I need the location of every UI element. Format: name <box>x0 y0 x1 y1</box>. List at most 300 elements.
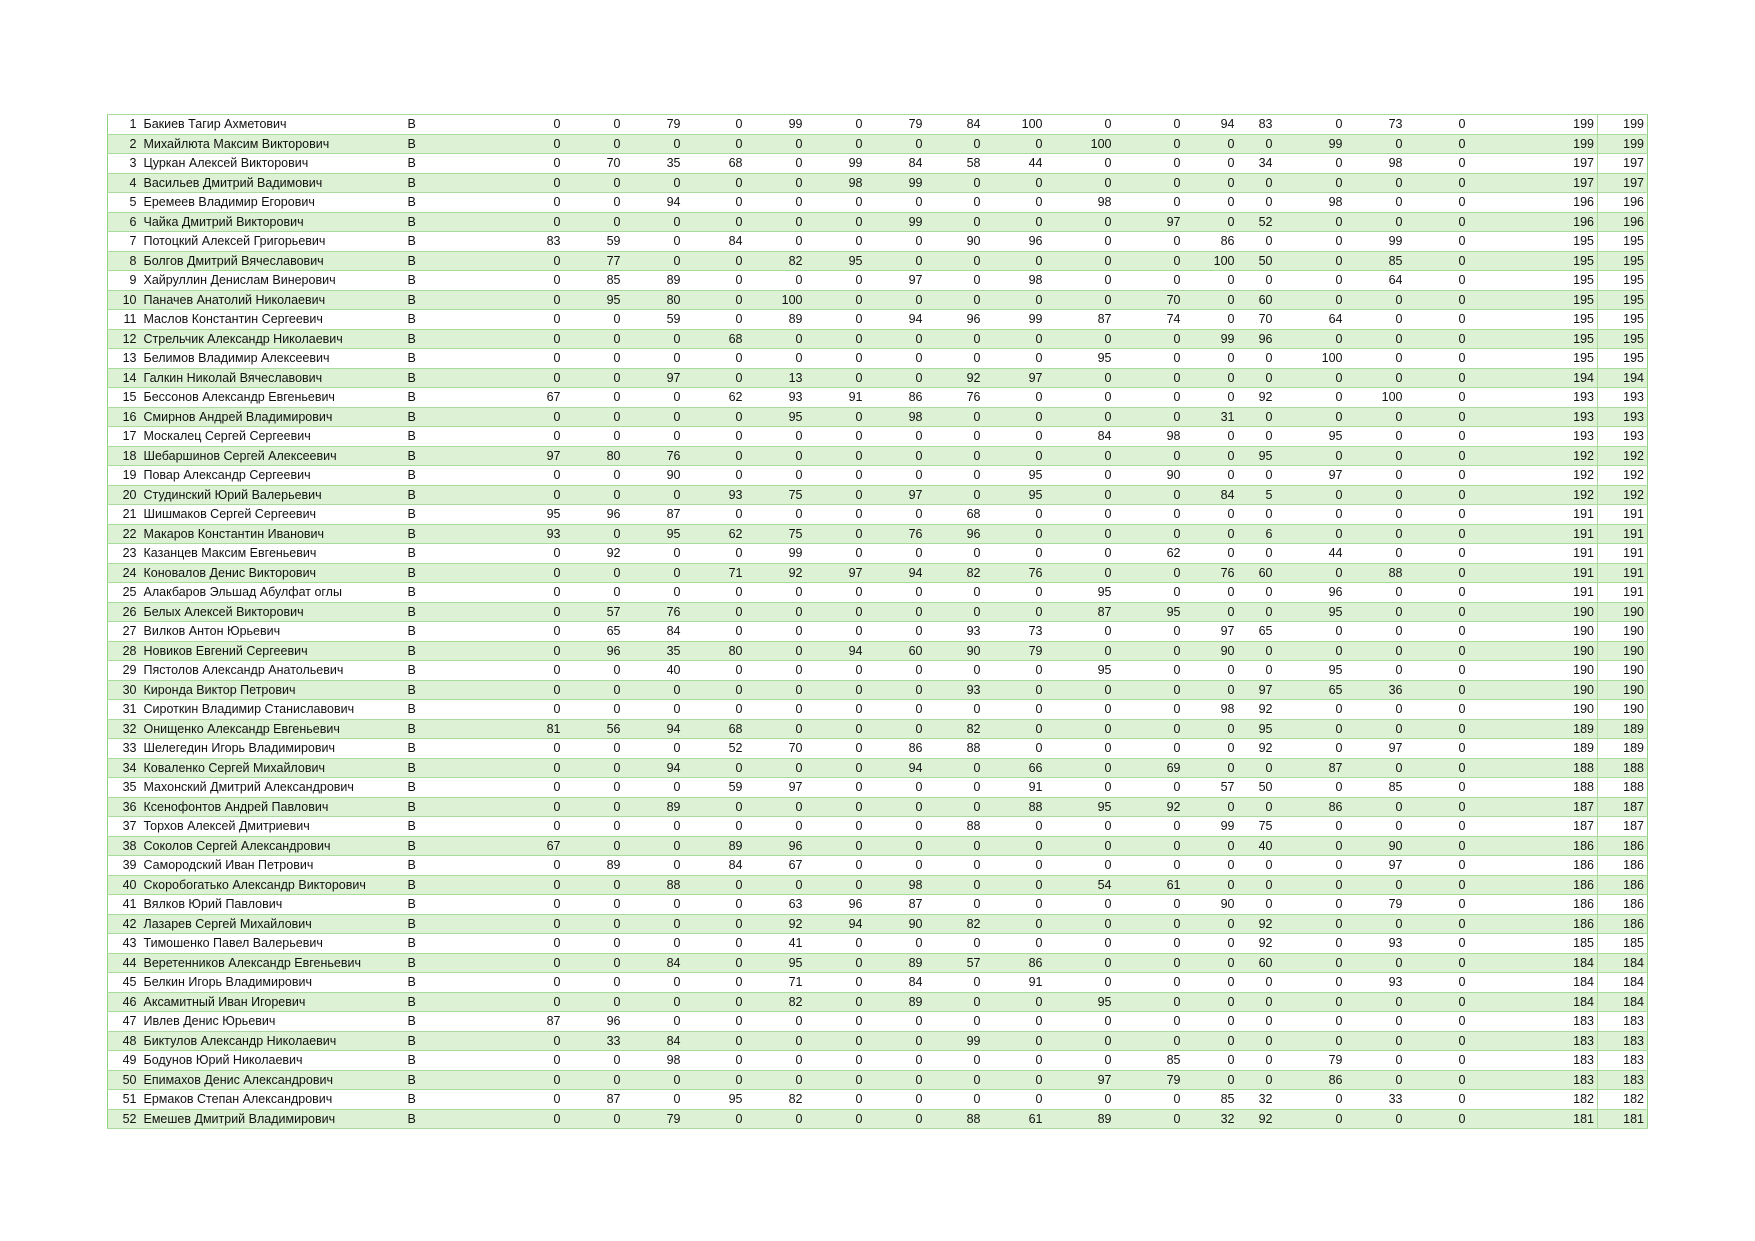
score-cell: 94 <box>806 914 866 934</box>
score-cell: 0 <box>1238 992 1276 1012</box>
class-cell: В <box>404 680 504 700</box>
score-cell: 62 <box>684 524 746 544</box>
class-cell: В <box>404 310 504 330</box>
score-cell: 0 <box>1276 973 1346 993</box>
score-cell: 32 <box>1238 1090 1276 1110</box>
score-cell: 0 <box>1115 505 1184 525</box>
score-cell: 0 <box>564 973 624 993</box>
score-cell: 36 <box>1346 680 1406 700</box>
score-cell: 0 <box>624 407 684 427</box>
score-cell: 13 <box>746 368 806 388</box>
score-cell: 85 <box>564 271 624 291</box>
score-cell: 97 <box>1115 212 1184 232</box>
score-cell: 0 <box>746 758 806 778</box>
score-cell: 0 <box>1184 524 1238 544</box>
class-cell: В <box>404 349 504 369</box>
score-cell: 67 <box>504 836 564 856</box>
score-cell: 0 <box>1115 680 1184 700</box>
final-total-cell: 197 <box>1598 154 1648 174</box>
score-cell: 0 <box>1115 271 1184 291</box>
total-cell: 183 <box>1469 1051 1598 1071</box>
score-cell: 0 <box>1406 758 1469 778</box>
score-cell: 76 <box>866 524 926 544</box>
score-cell: 0 <box>624 427 684 447</box>
rank-cell: 24 <box>108 563 140 583</box>
class-cell: В <box>404 1109 504 1129</box>
score-cell: 0 <box>684 953 746 973</box>
score-cell: 94 <box>866 310 926 330</box>
final-total-cell: 191 <box>1598 563 1648 583</box>
score-cell: 0 <box>1276 778 1346 798</box>
name-cell: Казанцев Максим Евгеньевич <box>140 544 404 564</box>
score-cell: 0 <box>1346 817 1406 837</box>
score-cell: 0 <box>926 349 984 369</box>
table-row <box>108 973 1648 993</box>
class-cell: В <box>404 212 504 232</box>
score-cell: 0 <box>1406 290 1469 310</box>
score-cell: 82 <box>926 563 984 583</box>
score-cell: 0 <box>806 1031 866 1051</box>
table-row <box>108 1051 1648 1071</box>
score-cell: 0 <box>504 193 564 213</box>
name-cell: Соколов Сергей Александрович <box>140 836 404 856</box>
score-cell: 0 <box>746 427 806 447</box>
score-cell: 0 <box>1276 739 1346 759</box>
score-cell: 94 <box>624 719 684 739</box>
score-cell: 82 <box>926 914 984 934</box>
score-cell: 0 <box>624 251 684 271</box>
total-cell: 189 <box>1469 739 1598 759</box>
score-cell: 95 <box>806 251 866 271</box>
total-cell: 191 <box>1469 505 1598 525</box>
score-cell: 0 <box>624 1070 684 1090</box>
score-cell: 0 <box>504 485 564 505</box>
score-cell: 0 <box>1046 407 1115 427</box>
score-cell: 89 <box>564 856 624 876</box>
name-cell: Смирнов Андрей Владимирович <box>140 407 404 427</box>
score-cell: 95 <box>1276 661 1346 681</box>
score-cell: 87 <box>1276 758 1346 778</box>
score-cell: 0 <box>984 1031 1046 1051</box>
score-cell: 0 <box>1276 817 1346 837</box>
total-cell: 184 <box>1469 973 1598 993</box>
score-cell: 100 <box>1184 251 1238 271</box>
score-cell: 90 <box>866 914 926 934</box>
score-cell: 0 <box>1406 407 1469 427</box>
final-total-cell: 188 <box>1598 758 1648 778</box>
class-cell: В <box>404 134 504 154</box>
final-total-cell: 187 <box>1598 817 1648 837</box>
score-cell: 0 <box>1406 661 1469 681</box>
score-cell: 0 <box>984 680 1046 700</box>
score-cell: 0 <box>1406 973 1469 993</box>
score-cell: 0 <box>1046 368 1115 388</box>
class-cell: В <box>404 193 504 213</box>
rank-cell: 17 <box>108 427 140 447</box>
name-cell: Махонский Дмитрий Александрович <box>140 778 404 798</box>
score-cell: 0 <box>746 154 806 174</box>
score-cell: 0 <box>926 661 984 681</box>
score-cell: 0 <box>1276 953 1346 973</box>
score-cell: 0 <box>684 505 746 525</box>
score-cell: 0 <box>1115 895 1184 915</box>
score-cell: 0 <box>1184 1012 1238 1032</box>
score-cell: 0 <box>1238 466 1276 486</box>
name-cell: Онищенко Александр Евгеньевич <box>140 719 404 739</box>
score-cell: 0 <box>1046 856 1115 876</box>
score-cell: 0 <box>926 407 984 427</box>
score-cell: 0 <box>806 622 866 642</box>
score-cell: 82 <box>926 719 984 739</box>
score-cell: 0 <box>806 934 866 954</box>
score-cell: 0 <box>1184 661 1238 681</box>
score-cell: 0 <box>1346 212 1406 232</box>
score-cell: 0 <box>1046 739 1115 759</box>
score-cell: 93 <box>1346 934 1406 954</box>
final-total-cell: 189 <box>1598 739 1648 759</box>
score-cell: 33 <box>564 1031 624 1051</box>
score-cell: 0 <box>926 329 984 349</box>
table-row <box>108 290 1648 310</box>
rank-cell: 2 <box>108 134 140 154</box>
score-cell: 89 <box>624 271 684 291</box>
score-cell: 0 <box>1184 1070 1238 1090</box>
total-cell: 191 <box>1469 524 1598 544</box>
score-cell: 73 <box>1346 115 1406 135</box>
total-cell: 190 <box>1469 661 1598 681</box>
score-cell: 0 <box>866 544 926 564</box>
score-cell: 0 <box>1184 1051 1238 1071</box>
name-cell: Биктулов Александр Николаевич <box>140 1031 404 1051</box>
score-cell: 0 <box>684 797 746 817</box>
score-cell: 0 <box>684 446 746 466</box>
score-cell: 0 <box>1346 661 1406 681</box>
score-cell: 90 <box>926 232 984 252</box>
score-cell: 0 <box>1115 661 1184 681</box>
rank-cell: 47 <box>108 1012 140 1032</box>
score-cell: 0 <box>624 563 684 583</box>
score-cell: 0 <box>1184 602 1238 622</box>
score-cell: 84 <box>624 622 684 642</box>
score-cell: 0 <box>624 212 684 232</box>
table-row <box>108 914 1648 934</box>
class-cell: В <box>404 739 504 759</box>
score-cell: 90 <box>926 641 984 661</box>
table-row <box>108 544 1648 564</box>
score-cell: 0 <box>1115 134 1184 154</box>
score-cell: 0 <box>1346 466 1406 486</box>
score-cell: 0 <box>564 524 624 544</box>
name-cell: Бакиев Тагир Ахметович <box>140 115 404 135</box>
name-cell: Болгов Дмитрий Вячеславович <box>140 251 404 271</box>
score-cell: 0 <box>866 583 926 603</box>
score-cell: 5 <box>1238 485 1276 505</box>
score-cell: 0 <box>1238 134 1276 154</box>
score-cell: 0 <box>684 992 746 1012</box>
score-cell: 0 <box>504 1090 564 1110</box>
score-cell: 0 <box>1046 641 1115 661</box>
final-total-cell: 183 <box>1598 1031 1648 1051</box>
score-cell: 32 <box>1184 1109 1238 1129</box>
score-cell: 0 <box>1238 232 1276 252</box>
score-cell: 0 <box>926 700 984 720</box>
score-cell: 0 <box>806 271 866 291</box>
final-total-cell: 191 <box>1598 583 1648 603</box>
score-cell: 0 <box>1046 505 1115 525</box>
score-cell: 92 <box>564 544 624 564</box>
score-cell: 0 <box>1406 212 1469 232</box>
final-total-cell: 186 <box>1598 895 1648 915</box>
rank-cell: 44 <box>108 953 140 973</box>
score-cell: 0 <box>624 856 684 876</box>
score-cell: 0 <box>1276 563 1346 583</box>
name-cell: Цуркан Алексей Викторович <box>140 154 404 174</box>
score-cell: 0 <box>984 739 1046 759</box>
score-cell: 88 <box>984 797 1046 817</box>
name-cell: Лазарев Сергей Михайлович <box>140 914 404 934</box>
score-cell: 0 <box>504 856 564 876</box>
score-cell: 92 <box>746 563 806 583</box>
score-cell: 0 <box>564 583 624 603</box>
rank-cell: 16 <box>108 407 140 427</box>
score-cell: 0 <box>746 134 806 154</box>
score-cell: 61 <box>984 1109 1046 1129</box>
final-total-cell: 191 <box>1598 524 1648 544</box>
total-cell: 195 <box>1469 310 1598 330</box>
name-cell: Ивлев Денис Юрьевич <box>140 1012 404 1032</box>
final-total-cell: 193 <box>1598 388 1648 408</box>
score-cell: 0 <box>1276 836 1346 856</box>
rank-cell: 39 <box>108 856 140 876</box>
score-cell: 0 <box>1184 934 1238 954</box>
score-cell: 0 <box>1115 953 1184 973</box>
table-row <box>108 466 1648 486</box>
score-cell: 0 <box>504 427 564 447</box>
score-cell: 0 <box>1115 817 1184 837</box>
table-row <box>108 329 1648 349</box>
final-total-cell: 190 <box>1598 622 1648 642</box>
score-cell: 59 <box>624 310 684 330</box>
score-cell: 74 <box>1115 310 1184 330</box>
score-cell: 0 <box>624 739 684 759</box>
score-cell: 0 <box>746 641 806 661</box>
score-cell: 0 <box>926 895 984 915</box>
name-cell: Еремеев Владимир Егорович <box>140 193 404 213</box>
score-cell: 0 <box>1238 173 1276 193</box>
score-cell: 0 <box>624 778 684 798</box>
score-cell: 0 <box>926 427 984 447</box>
score-cell: 0 <box>1046 154 1115 174</box>
score-cell: 83 <box>504 232 564 252</box>
score-cell: 0 <box>926 544 984 564</box>
score-cell: 0 <box>1276 407 1346 427</box>
table-row <box>108 505 1648 525</box>
score-cell: 0 <box>504 329 564 349</box>
score-cell: 75 <box>746 485 806 505</box>
score-cell: 0 <box>504 310 564 330</box>
score-cell: 0 <box>1406 1070 1469 1090</box>
score-cell: 0 <box>504 154 564 174</box>
score-cell: 0 <box>1238 1070 1276 1090</box>
score-cell: 67 <box>746 856 806 876</box>
score-cell: 0 <box>1406 856 1469 876</box>
score-cell: 97 <box>504 446 564 466</box>
name-cell: Алакбаров Эльшад Абулфат оглы <box>140 583 404 603</box>
score-cell: 0 <box>1115 836 1184 856</box>
score-cell: 93 <box>504 524 564 544</box>
score-cell: 0 <box>504 914 564 934</box>
total-cell: 195 <box>1469 271 1598 291</box>
score-cell: 0 <box>564 739 624 759</box>
total-cell: 197 <box>1469 173 1598 193</box>
table-row <box>108 251 1648 271</box>
score-cell: 0 <box>1406 485 1469 505</box>
name-cell: Епимахов Денис Александрович <box>140 1070 404 1090</box>
score-cell: 0 <box>504 173 564 193</box>
score-cell: 0 <box>504 778 564 798</box>
score-cell: 0 <box>806 973 866 993</box>
score-cell: 0 <box>1406 797 1469 817</box>
score-cell: 0 <box>624 232 684 252</box>
rank-cell: 25 <box>108 583 140 603</box>
score-cell: 0 <box>684 466 746 486</box>
score-cell: 0 <box>684 1070 746 1090</box>
score-cell: 0 <box>504 212 564 232</box>
score-cell: 90 <box>1184 641 1238 661</box>
score-cell: 87 <box>624 505 684 525</box>
score-cell: 0 <box>926 485 984 505</box>
score-cell: 0 <box>624 934 684 954</box>
score-cell: 0 <box>564 1109 624 1129</box>
score-cell: 0 <box>1406 1051 1469 1071</box>
score-cell: 0 <box>564 914 624 934</box>
score-cell: 98 <box>1184 700 1238 720</box>
rank-cell: 5 <box>108 193 140 213</box>
score-cell: 0 <box>1346 953 1406 973</box>
score-cell: 0 <box>926 134 984 154</box>
score-cell: 0 <box>1276 700 1346 720</box>
score-cell: 0 <box>1406 368 1469 388</box>
rank-cell: 48 <box>108 1031 140 1051</box>
score-cell: 0 <box>1406 505 1469 525</box>
rank-cell: 3 <box>108 154 140 174</box>
total-cell: 181 <box>1469 1109 1598 1129</box>
score-cell: 44 <box>984 154 1046 174</box>
rank-cell: 13 <box>108 349 140 369</box>
rank-cell: 12 <box>108 329 140 349</box>
score-cell: 99 <box>1346 232 1406 252</box>
score-cell: 0 <box>684 700 746 720</box>
score-cell: 0 <box>806 739 866 759</box>
score-cell: 0 <box>866 797 926 817</box>
rank-cell: 19 <box>108 466 140 486</box>
name-cell: Скоробогатько Александр Викторович <box>140 875 404 895</box>
score-cell: 0 <box>1115 232 1184 252</box>
score-cell: 0 <box>1115 349 1184 369</box>
score-cell: 0 <box>624 895 684 915</box>
name-cell: Торхов Алексей Дмитриевич <box>140 817 404 837</box>
total-cell: 183 <box>1469 1070 1598 1090</box>
score-cell: 0 <box>926 875 984 895</box>
score-cell: 0 <box>926 934 984 954</box>
score-cell: 0 <box>1046 953 1115 973</box>
score-cell: 0 <box>624 349 684 369</box>
score-cell: 0 <box>1406 778 1469 798</box>
score-cell: 0 <box>1184 193 1238 213</box>
score-cell: 0 <box>684 895 746 915</box>
score-cell: 0 <box>1406 719 1469 739</box>
score-cell: 0 <box>1046 232 1115 252</box>
score-cell: 0 <box>1184 914 1238 934</box>
score-cell: 0 <box>1346 524 1406 544</box>
score-cell: 68 <box>926 505 984 525</box>
score-cell: 0 <box>926 290 984 310</box>
rank-cell: 18 <box>108 446 140 466</box>
score-cell: 99 <box>746 115 806 135</box>
score-cell: 0 <box>684 544 746 564</box>
score-cell: 96 <box>564 1012 624 1032</box>
score-cell: 0 <box>1115 1109 1184 1129</box>
rank-cell: 36 <box>108 797 140 817</box>
score-cell: 0 <box>1276 388 1346 408</box>
score-cell: 0 <box>1276 1109 1346 1129</box>
class-cell: В <box>404 407 504 427</box>
score-cell: 68 <box>684 154 746 174</box>
rank-cell: 32 <box>108 719 140 739</box>
score-cell: 0 <box>1238 271 1276 291</box>
score-cell: 95 <box>1276 427 1346 447</box>
score-cell: 93 <box>926 622 984 642</box>
score-cell: 87 <box>504 1012 564 1032</box>
score-cell: 89 <box>1046 1109 1115 1129</box>
score-cell: 85 <box>1346 778 1406 798</box>
name-cell: Аксамитный Иван Игоревич <box>140 992 404 1012</box>
final-total-cell: 190 <box>1598 680 1648 700</box>
name-cell: Студинский Юрий Валерьевич <box>140 485 404 505</box>
rank-cell: 49 <box>108 1051 140 1071</box>
rank-cell: 51 <box>108 1090 140 1110</box>
score-cell: 0 <box>1346 193 1406 213</box>
score-cell: 0 <box>926 466 984 486</box>
score-cell: 0 <box>866 700 926 720</box>
score-cell: 95 <box>1046 349 1115 369</box>
score-cell: 0 <box>984 583 1046 603</box>
class-cell: В <box>404 992 504 1012</box>
score-cell: 100 <box>746 290 806 310</box>
name-cell: Вилков Антон Юрьевич <box>140 622 404 642</box>
score-cell: 0 <box>1276 1012 1346 1032</box>
score-cell: 0 <box>926 992 984 1012</box>
table-row <box>108 817 1648 837</box>
score-cell: 0 <box>1276 446 1346 466</box>
score-cell: 0 <box>504 349 564 369</box>
score-cell: 0 <box>984 836 1046 856</box>
score-cell: 0 <box>866 661 926 681</box>
class-cell: В <box>404 154 504 174</box>
score-cell: 0 <box>1046 1031 1115 1051</box>
final-total-cell: 184 <box>1598 973 1648 993</box>
table-row <box>108 778 1648 798</box>
score-cell: 86 <box>866 739 926 759</box>
score-cell: 0 <box>1406 934 1469 954</box>
score-cell: 0 <box>1406 349 1469 369</box>
final-total-cell: 193 <box>1598 407 1648 427</box>
score-cell: 0 <box>1046 914 1115 934</box>
total-cell: 191 <box>1469 563 1598 583</box>
name-cell: Васильев Дмитрий Вадимович <box>140 173 404 193</box>
score-cell: 60 <box>1238 563 1276 583</box>
final-total-cell: 183 <box>1598 1070 1648 1090</box>
